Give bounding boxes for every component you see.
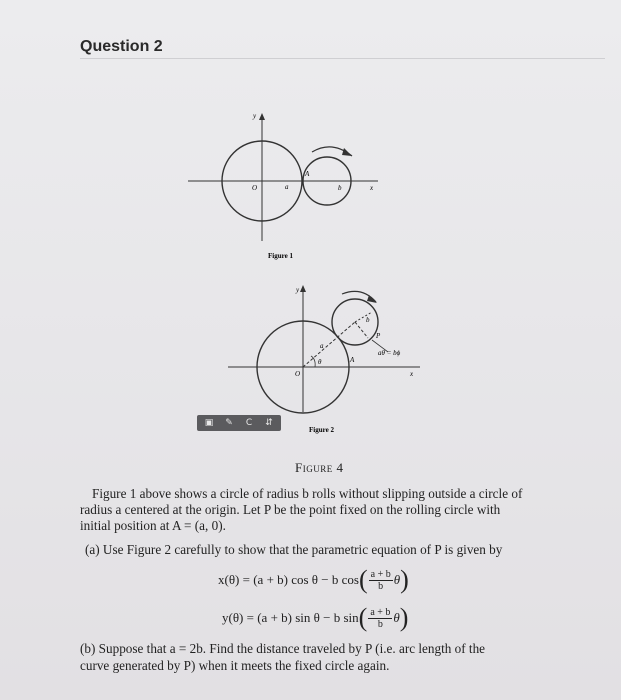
x-fraction-num: a + b: [370, 568, 391, 580]
toolbar-adjust-icon[interactable]: ⇵: [265, 418, 273, 428]
fig2-label-o: O: [295, 370, 301, 378]
fig1-label-x: x: [370, 184, 374, 192]
paragraph-line-2: radius a centered at the origin. Let P be the point fixed on the rolling circle with: [80, 502, 501, 517]
fig1-label-a: a: [285, 183, 289, 191]
y-equation-lhs: y(θ) = (a + b) sin θ − b sin: [222, 610, 359, 625]
part-b-text: [80, 640, 570, 674]
fig2-label-P: P: [376, 332, 381, 340]
x-left-paren: (: [358, 565, 368, 594]
figure-2-caption: Figure 2: [309, 426, 334, 434]
y-fraction-den: b: [377, 618, 383, 630]
part-a-text: (a) Use Figure 2 carefully to show that the parametric equation of P is given by: [85, 542, 503, 557]
x-fraction-den: b: [378, 580, 384, 592]
part-b-line-2: curve generated by P) when it meets the fixed circle again.: [80, 658, 390, 673]
fig2-label-b: b: [366, 316, 370, 324]
toolbar-edit-icon[interactable]: ✎: [225, 418, 233, 428]
fig2-label-x: x: [410, 370, 414, 378]
x-theta: θ: [393, 572, 401, 587]
x-right-paren: ): [400, 565, 409, 594]
fig1-label-b: b: [338, 184, 342, 192]
problem-paragraph: [80, 486, 568, 534]
x-equation-lhs: x(θ) = (a + b) cos θ − b cos: [218, 572, 359, 587]
x-fraction: [369, 569, 393, 592]
figure-1-caption: Figure 1: [268, 252, 293, 260]
paragraph-line-1: Figure 1 above shows a circle of radius b rolls without slipping outside a circle of: [92, 486, 523, 501]
paragraph-line-3: initial position at A = (a, 0).: [80, 518, 226, 533]
y-equation: [222, 603, 409, 632]
y-fraction: [368, 607, 392, 630]
toolbar-frame-icon[interactable]: ▣: [204, 418, 214, 428]
fig1-label-o: O: [252, 184, 258, 192]
question-title: Question 2: [80, 38, 163, 59]
fig2-label-A: A: [350, 356, 355, 364]
y-theta: θ: [393, 610, 400, 625]
y-fraction-num: a + b: [370, 606, 391, 618]
fig2-label-y: y: [296, 286, 300, 294]
y-right-paren: ): [399, 603, 409, 632]
image-toolbar: [197, 415, 281, 431]
x-equation: [218, 565, 409, 594]
part-b-line-1: (b) Suppose that a = 2b. Find the distance traveled by P (i.e. arc length of the: [80, 641, 486, 656]
fig1-label-y: y: [253, 112, 257, 120]
fig2-label-a: a: [320, 342, 324, 350]
fig2-label-theta: θ: [318, 358, 322, 366]
toolbar-rotate-icon[interactable]: C: [245, 418, 253, 428]
fig1-label-A: A: [305, 170, 310, 178]
y-left-paren: (: [358, 603, 368, 632]
figure-4-caption: Figure 4: [295, 460, 344, 475]
fig2-label-arc: aθ = bϕ: [378, 349, 401, 357]
